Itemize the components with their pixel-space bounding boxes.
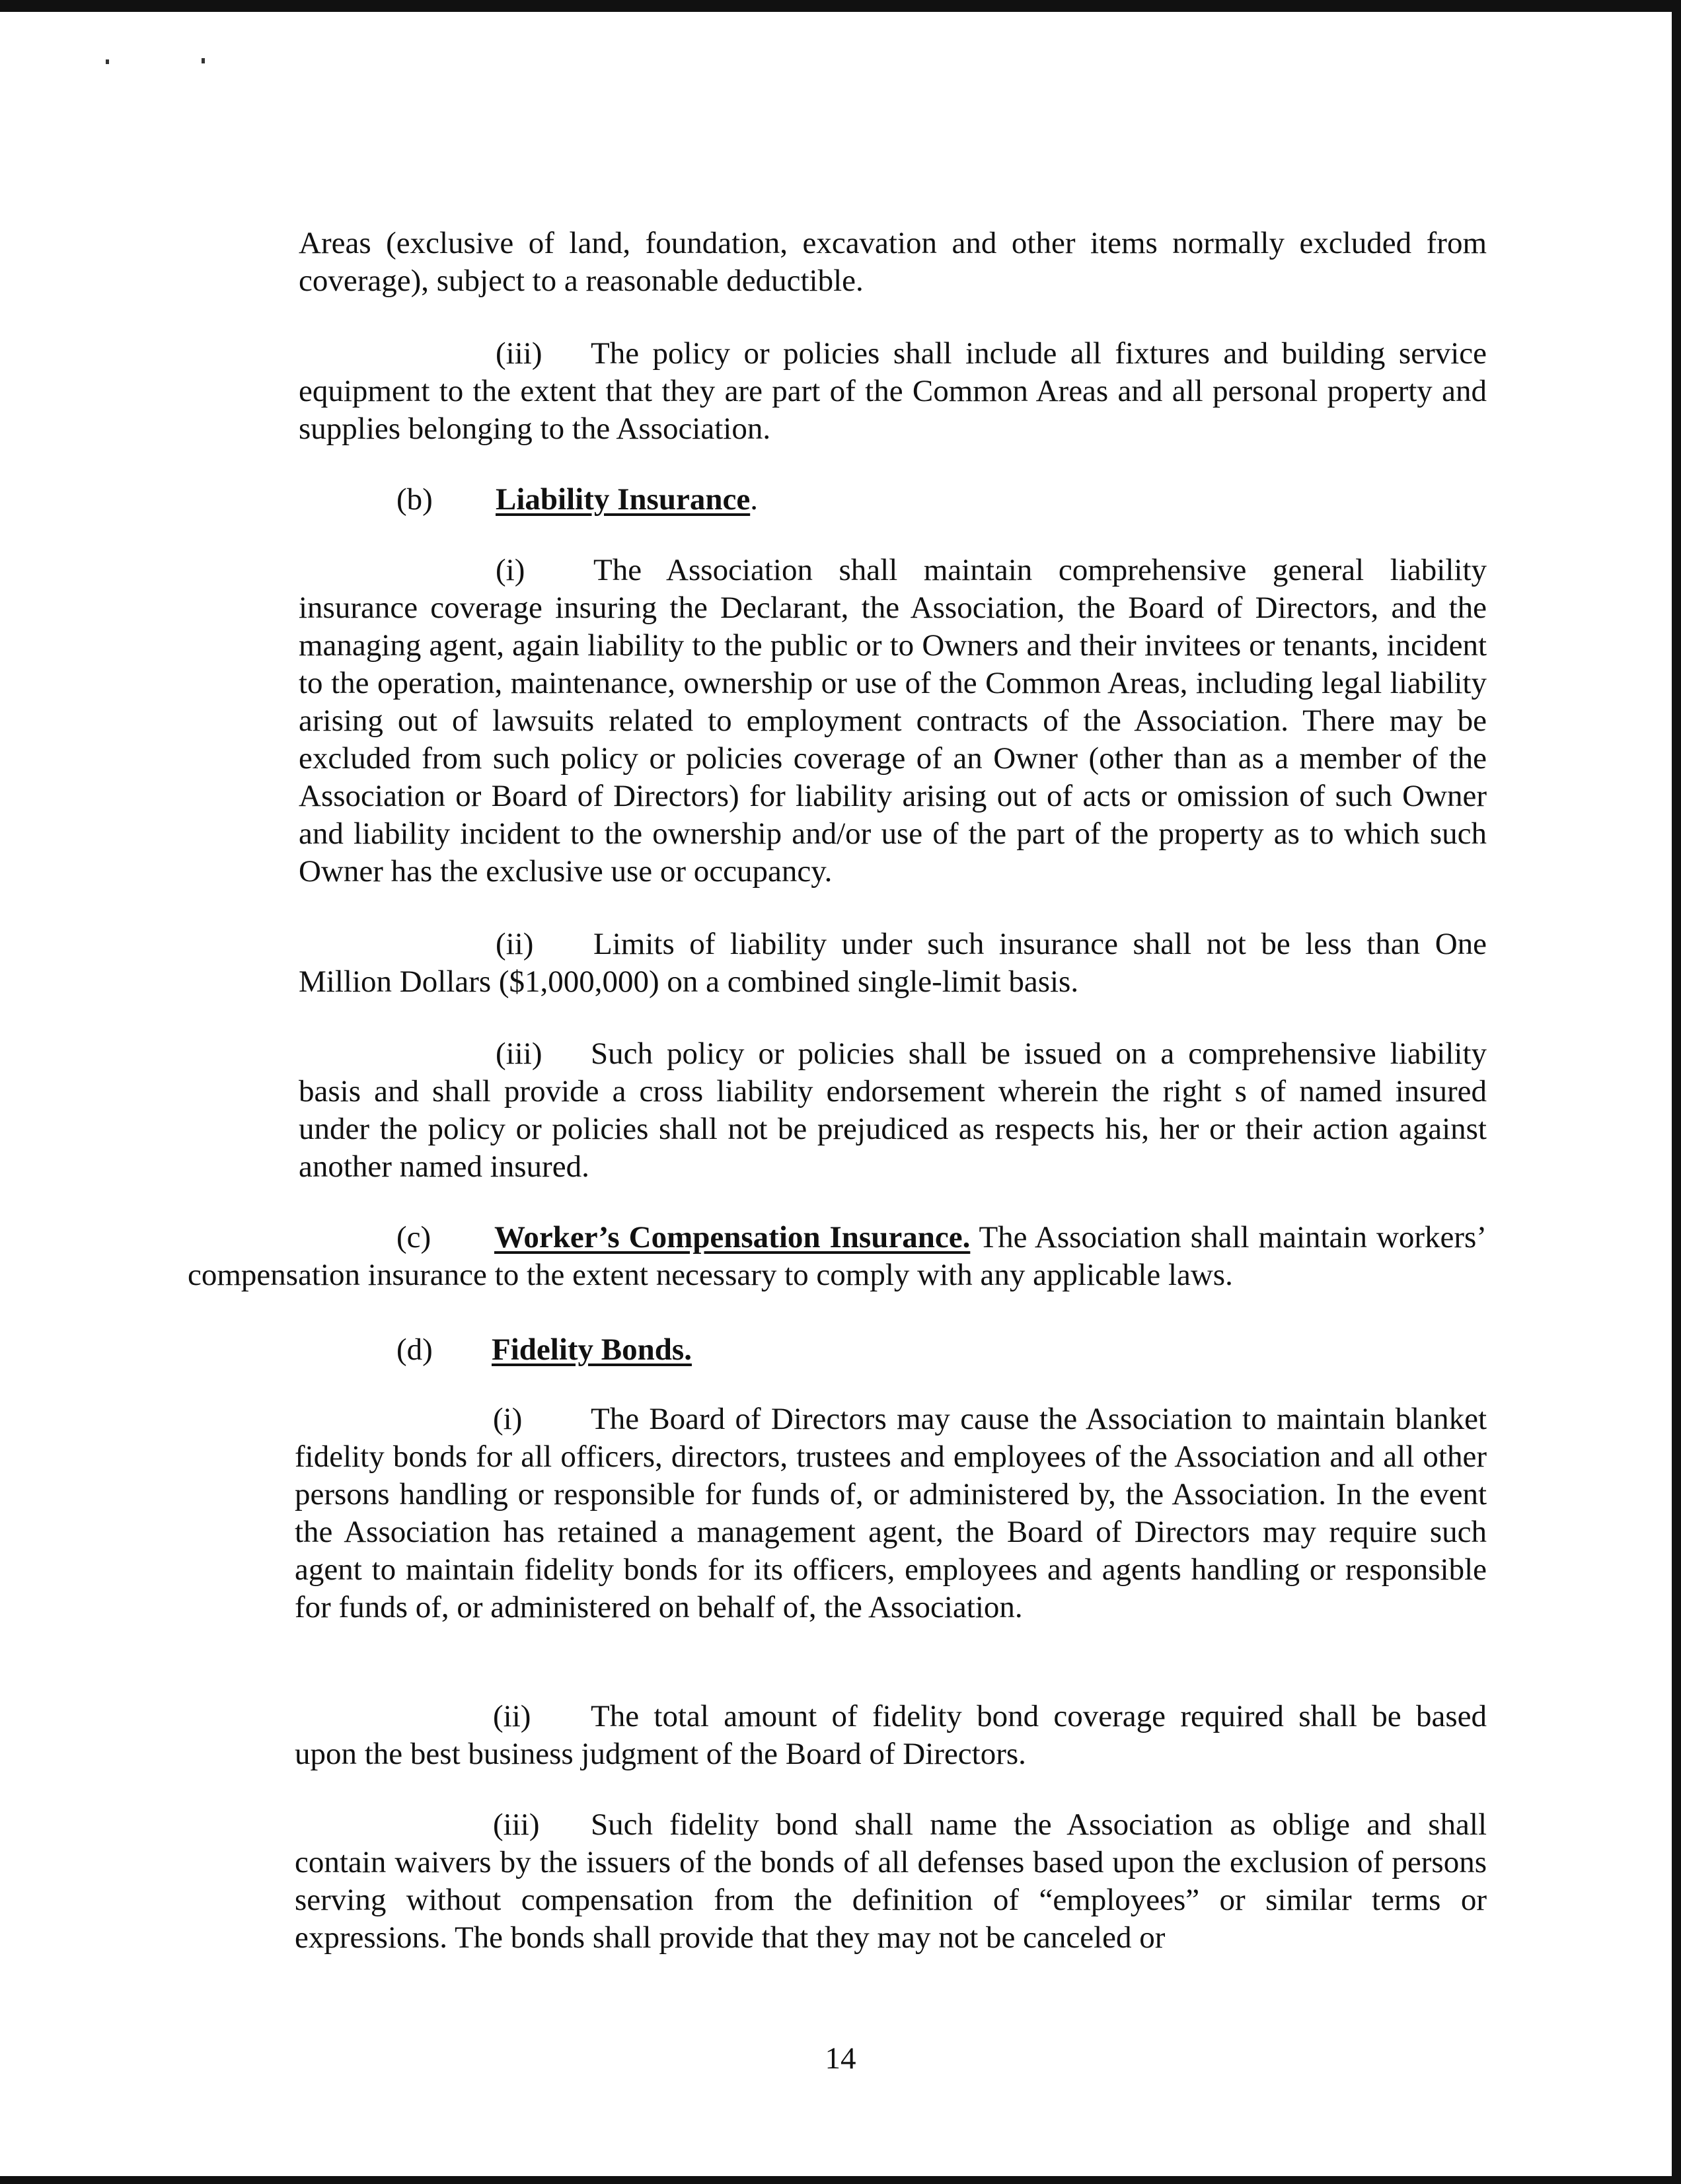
paragraph-text: The policy or policies shall include all fixtures and building service equipment to the extent that they are part of the Common Areas and all personal property and supplies belonging to the Association. — [299, 336, 1487, 446]
section-label: (c) — [396, 1220, 431, 1255]
clause-number: (iii) — [493, 1807, 540, 1842]
paragraph-b-ii — [299, 926, 1487, 1001]
clause-number: (iii) — [496, 336, 542, 371]
paragraph-c — [188, 1219, 1487, 1294]
clause-number: (i) — [493, 1402, 523, 1436]
paragraph-text: Limits of liability under such insurance shall not be less than One Million Dollars ($1,000,000) on a combined single-limit basis. — [299, 927, 1487, 999]
scan-border-bottom — [0, 2176, 1681, 2184]
paragraph-text: The Board of Directors may cause the Association to maintain blanket fidelity bonds for all officers, directors, trustees and employees of the Association and all other persons handling or responsible for funds of, or administered by, the Association. In the event the Association has retained a management agent, the Board of Directors may require such agent to maintain fidelity bonds for its officers, employees and agents handling or responsible for funds of, or administered on behalf of, the Association. — [295, 1402, 1487, 1624]
section-label: (d) — [396, 1332, 433, 1367]
section-title: Fidelity Bonds. — [492, 1332, 692, 1367]
paragraph-d-i — [295, 1401, 1487, 1626]
paragraph-text: The Association shall maintain workers’ compensation insurance to the extent necessary to comply with any applicable laws. — [188, 1220, 1487, 1292]
section-title-period: . — [750, 482, 758, 517]
page-number: 14 — [825, 2041, 856, 2076]
section-title: Liability Insurance — [496, 482, 751, 517]
scan-border-right — [1672, 0, 1681, 2184]
paragraph-a-iii — [299, 335, 1487, 448]
clause-number: (i) — [496, 553, 525, 587]
paragraph-text: The Association shall maintain comprehensive general liability insurance coverage insuring the Declarant, the Association, the Board of Directors, and the managing agent, again liability to the public or to Owners and their invitees or tenants, incident to the operation, maintenance, ownership or use of the Common Areas, including legal liability arising out of lawsuits related to employment contracts of the Association. There may be excluded from such policy or policies coverage of an Owner (other than as a member of the Association or Board of Directors) for liability arising out of acts or omission of such Owner and liability incident to the ownership and/or use of the part of the property as to which such Owner has the exclusive use or occupancy. — [299, 553, 1487, 889]
paragraph-d-ii — [295, 1698, 1487, 1773]
clause-number: (iii) — [496, 1037, 542, 1071]
paragraph-text: Such policy or policies shall be issued on a comprehensive liability basis and shall provide a cross liability endorsement wherein the right s of named insured under the policy or policies shall not be prejudiced as respects his, her or their action against another named insured. — [299, 1037, 1487, 1184]
paragraph-b-iii — [299, 1035, 1487, 1186]
clause-number: (ii) — [493, 1699, 531, 1733]
clause-number: (ii) — [496, 927, 534, 961]
paragraph-areas-continued — [299, 225, 1487, 300]
paragraph-text: Such fidelity bond shall name the Association as oblige and shall contain waivers by the issuers of the bonds of all defenses based upon the exclusion of persons serving without compensation from the definition of “employees” or similar terms or expressions. The bonds shall provide that they may not be canceled or — [295, 1807, 1487, 1955]
section-d-heading — [396, 1331, 692, 1369]
scan-border-top — [0, 0, 1681, 12]
section-b-heading — [396, 481, 758, 519]
scan-speck — [106, 59, 109, 64]
paragraph-text: The total amount of fidelity bond coverage required shall be based upon the best business judgment of the Board of Directors. — [295, 1699, 1487, 1771]
scan-speck — [202, 58, 205, 63]
section-label: (b) — [396, 482, 433, 517]
section-title: Worker’s Compensation Insurance. — [494, 1220, 971, 1255]
paragraph-b-i — [299, 552, 1487, 891]
paragraph-d-iii — [295, 1806, 1487, 1957]
paragraph-text: Areas (exclusive of land, foundation, excavation and other items normally excluded from coverage), subject to a reasonable deductible. — [299, 226, 1487, 298]
